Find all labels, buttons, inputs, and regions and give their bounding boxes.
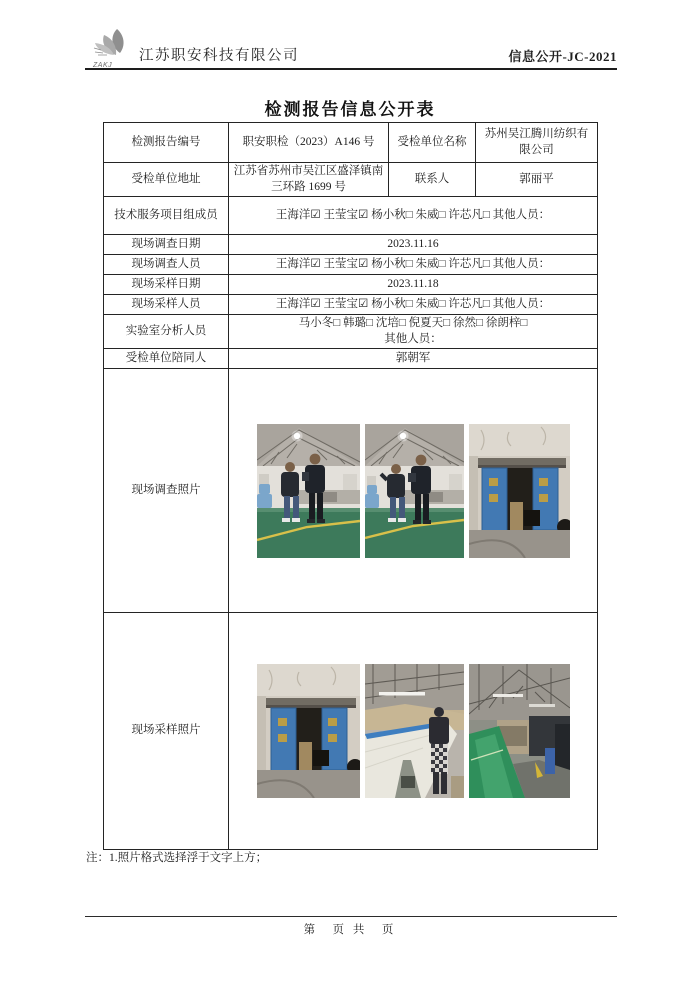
document-header [85, 26, 617, 68]
table-row [104, 197, 598, 235]
survey-photo-factory-staff-1 [257, 424, 360, 558]
sampling-photo-blue-gate [257, 664, 360, 798]
table-row [104, 275, 598, 295]
unit-address-value: 江苏省苏州市吴江区盛泽镇南三环路 1699 号 [229, 163, 389, 197]
factory-interior-image [257, 424, 360, 558]
unit-address-label: 受检单位地址 [104, 163, 229, 197]
blue-gate-image [469, 424, 570, 558]
sampling-date-label: 现场采样日期 [104, 275, 229, 295]
report-number-label: 检测报告编号 [104, 123, 229, 163]
sampling-photo-loom-machine [365, 664, 464, 798]
sampling-staff-label: 现场采样人员 [104, 295, 229, 315]
lab-staff-checklist [229, 315, 598, 349]
footnote: 注：1.照片格式选择浮于文字上方； [86, 852, 268, 864]
sampling-photo-workshop-aisle [469, 664, 570, 798]
sampling-photo-strip [233, 664, 593, 798]
doc-code-badge: 信息公开-JC-2021 [508, 49, 617, 64]
sampling-date-value: 2023.11.18 [229, 275, 598, 295]
table-row [104, 255, 598, 275]
table-row [104, 163, 598, 197]
table-row [104, 123, 598, 163]
page-title: 检测报告信息公开表 [264, 100, 436, 119]
logo-text: ZAKJ [93, 62, 113, 69]
escort-label: 受检单位陪同人 [104, 349, 229, 369]
survey-photo-blue-gate [469, 424, 570, 558]
header-divider [85, 68, 617, 70]
survey-photos-cell [229, 369, 598, 613]
survey-staff-checklist: 王海洋☑ 王莹宝☑ 杨小秋□ 朱威□ 许芯凡□ 其他人员： [229, 255, 598, 275]
weaving-machine-image [365, 664, 464, 798]
contact-label: 联系人 [389, 163, 476, 197]
factory-interior-image [365, 424, 464, 558]
footer-divider [85, 916, 617, 917]
table-row [104, 235, 598, 255]
page-number-text: 第 页 共 页 [303, 924, 397, 936]
survey-staff-label: 现场调查人员 [104, 255, 229, 275]
table-row [104, 295, 598, 315]
survey-photo-strip [233, 424, 593, 558]
lab-staff-label: 实验室分析人员 [104, 315, 229, 349]
survey-date-value: 2023.11.16 [229, 235, 598, 255]
company-logo [85, 28, 137, 68]
workshop-aisle-image [469, 664, 570, 798]
sampling-photos-row [104, 613, 598, 850]
team-label: 技术服务项目组成员 [104, 197, 229, 235]
escort-value: 郭朝军 [229, 349, 598, 369]
lab-staff-line1: 马小冬□ 韩璐□ 沈培□ 倪夏天□ 徐然□ 徐朗梓□ [298, 317, 528, 330]
survey-photos-label: 现场调查照片 [104, 369, 229, 613]
table-row [104, 315, 598, 349]
disclosure-form-table [103, 122, 598, 850]
unit-name-value: 苏州吴江腾川纺织有限公司 [476, 123, 598, 163]
unit-name-label: 受检单位名称 [389, 123, 476, 163]
contact-value: 郭丽平 [476, 163, 598, 197]
survey-photos-row [104, 369, 598, 613]
leaf-logo-icon [89, 28, 133, 62]
company-name: 江苏职安科技有限公司 [139, 48, 299, 64]
report-number-value: 职安职检（2023）A146 号 [229, 123, 389, 163]
sampling-staff-checklist: 王海洋☑ 王莹宝☑ 杨小秋□ 朱威□ 许芯凡□ 其他人员： [229, 295, 598, 315]
survey-photo-factory-staff-2 [365, 424, 464, 558]
table-row [104, 349, 598, 369]
lab-staff-line2: 其他人员： [384, 332, 442, 345]
team-checklist: 王海洋☑ 王莹宝☑ 杨小秋□ 朱威□ 许芯凡□ 其他人员： [229, 197, 598, 235]
sampling-photos-cell [229, 613, 598, 850]
sampling-photos-label: 现场采样照片 [104, 613, 229, 850]
blue-gate-image [257, 664, 360, 798]
survey-date-label: 现场调查日期 [104, 235, 229, 255]
